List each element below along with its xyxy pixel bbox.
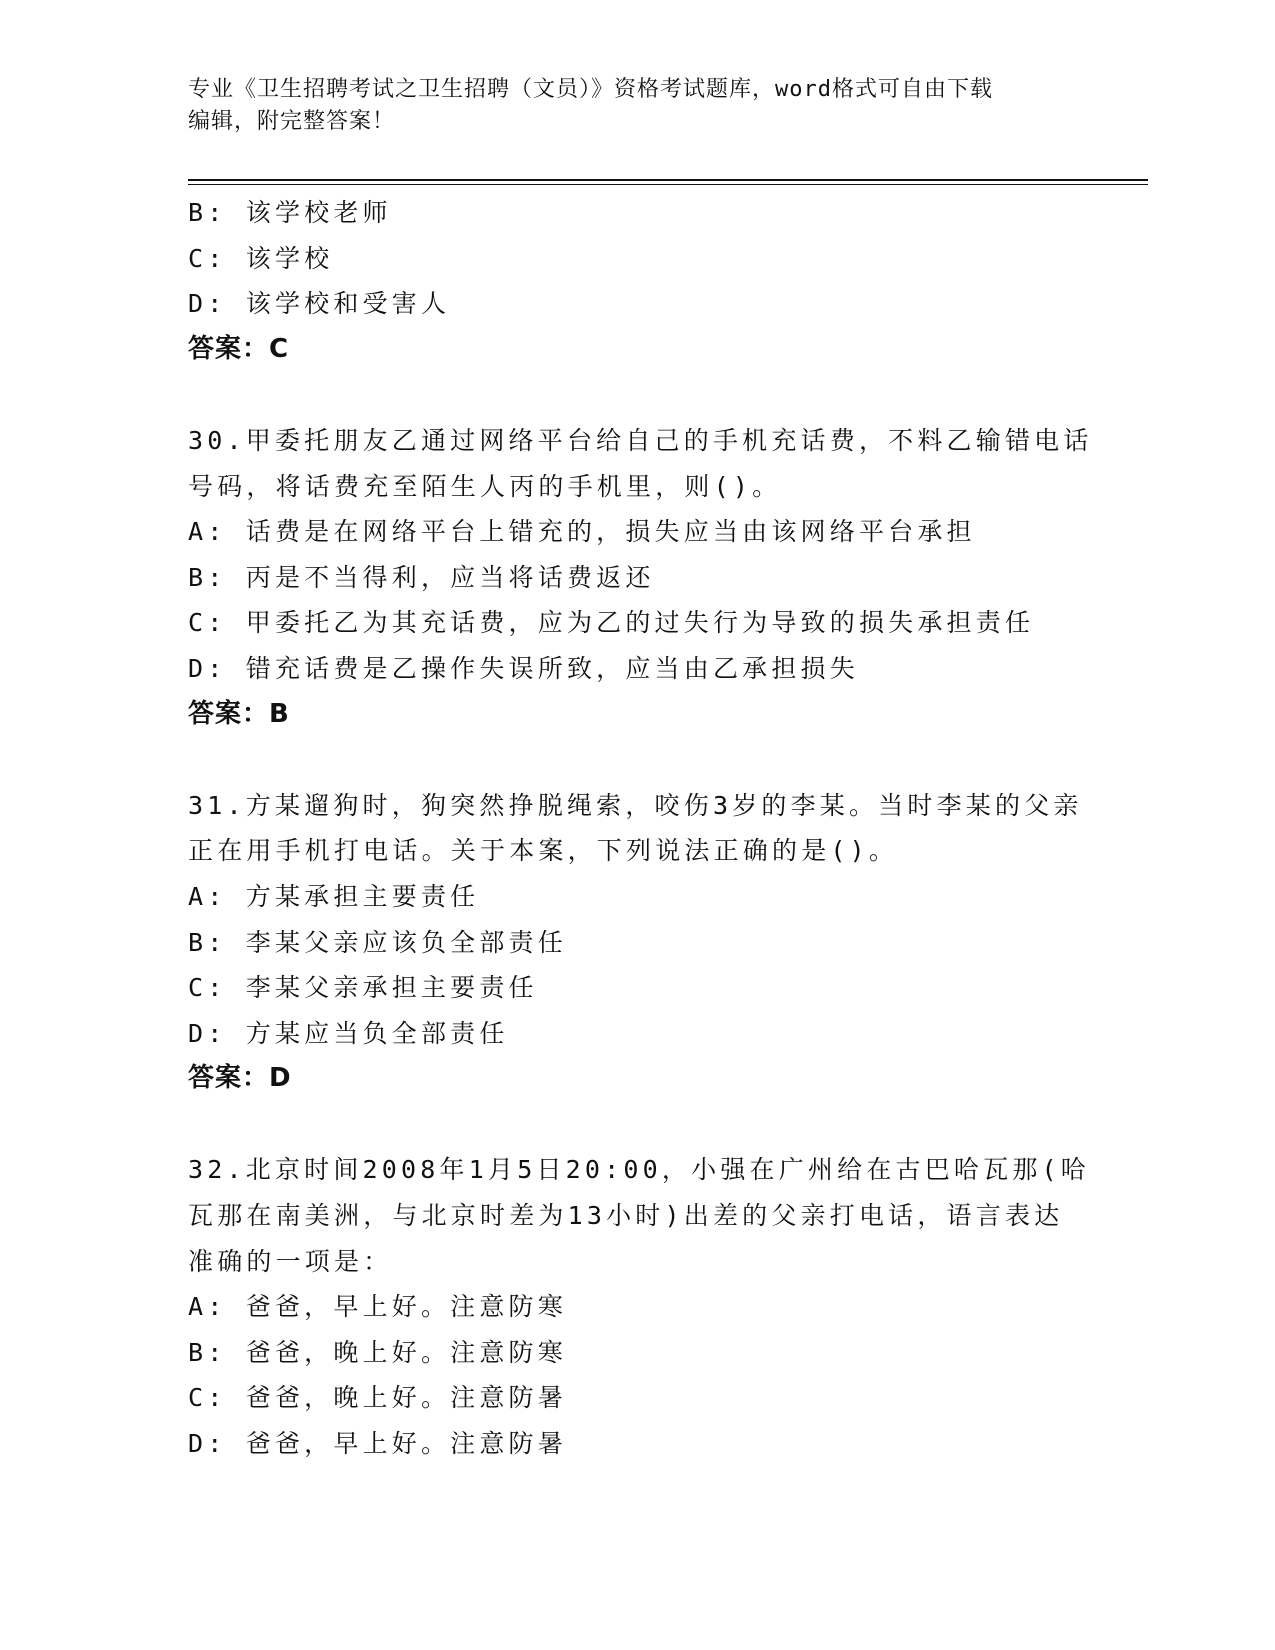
- option-line: C: 爸爸，晚上好。注意防暑: [188, 1383, 567, 1413]
- question-list: [188, 190, 1093, 1467]
- question-stem-line: 31.方某遛狗时，狗突然挣脱绳索，咬伤3岁的李某。当时李某的父亲: [188, 790, 1083, 820]
- option-line: A: 方某承担主要责任: [188, 881, 480, 911]
- spacer: [188, 737, 1088, 783]
- answer-line: 答案：D: [188, 1063, 292, 1094]
- question-stem-line: 号码，将话费充至陌生人丙的手机里，则()。: [188, 471, 782, 501]
- answer-line: 答案：B: [188, 698, 290, 729]
- spacer: [188, 1102, 1088, 1148]
- option-line: A: 爸爸，早上好。注意防寒: [188, 1292, 567, 1322]
- option-line: B: 该学校老师: [188, 198, 392, 227]
- option-line: C: 李某父亲承担主要责任: [188, 973, 538, 1003]
- question-stem-line: 30.甲委托朋友乙通过网络平台给自己的手机充话费，不料乙输错电话: [188, 425, 1093, 455]
- option-line: B: 丙是不当得利，应当将话费返还: [188, 562, 655, 592]
- header-divider-thin: [188, 184, 1148, 185]
- page-header: 专业《卫生招聘考试之卫生招聘（文员）》资格考试题库，word格式可自由下载 编辑，附完整答案！: [188, 77, 993, 134]
- question-stem-line: 准确的一项是：: [188, 1246, 393, 1276]
- option-line: B: 李某父亲应该负全部责任: [188, 927, 567, 957]
- header-divider-thick: [188, 179, 1148, 181]
- option-line: A: 话费是在网络平台上错充的，损失应当由该网络平台承担: [188, 517, 976, 547]
- answer-line: 答案：C: [188, 333, 290, 364]
- question-31: [188, 783, 1088, 1102]
- question-32: [188, 1147, 1088, 1466]
- option-line: D: 该学校和受害人: [188, 289, 451, 319]
- option-line: D: 错充话费是乙操作失误所致，应当由乙承担损失: [188, 653, 859, 683]
- option-line: D: 爸爸，早上好。注意防暑: [188, 1429, 567, 1459]
- spacer: [188, 372, 1088, 418]
- question-29-tail: [188, 190, 1088, 372]
- question-stem-line: 32.北京时间2008年1月5日20:00，小强在广州给在古巴哈瓦那(哈: [188, 1155, 1090, 1185]
- question-30: [188, 418, 1093, 737]
- option-line: C: 甲委托乙为其充话费，应为乙的过失行为导致的损失承担责任: [188, 608, 1035, 638]
- option-line: C: 该学校: [188, 243, 334, 273]
- question-stem-line: 正在用手机打电话。关于本案，下列说法正确的是()。: [188, 836, 899, 866]
- option-line: B: 爸爸，晚上好。注意防寒: [188, 1337, 567, 1367]
- option-line: D: 方某应当负全部责任: [188, 1018, 509, 1048]
- question-stem-line: 瓦那在南美洲，与北京时差为13小时)出差的父亲打电话，语言表达: [188, 1201, 1064, 1231]
